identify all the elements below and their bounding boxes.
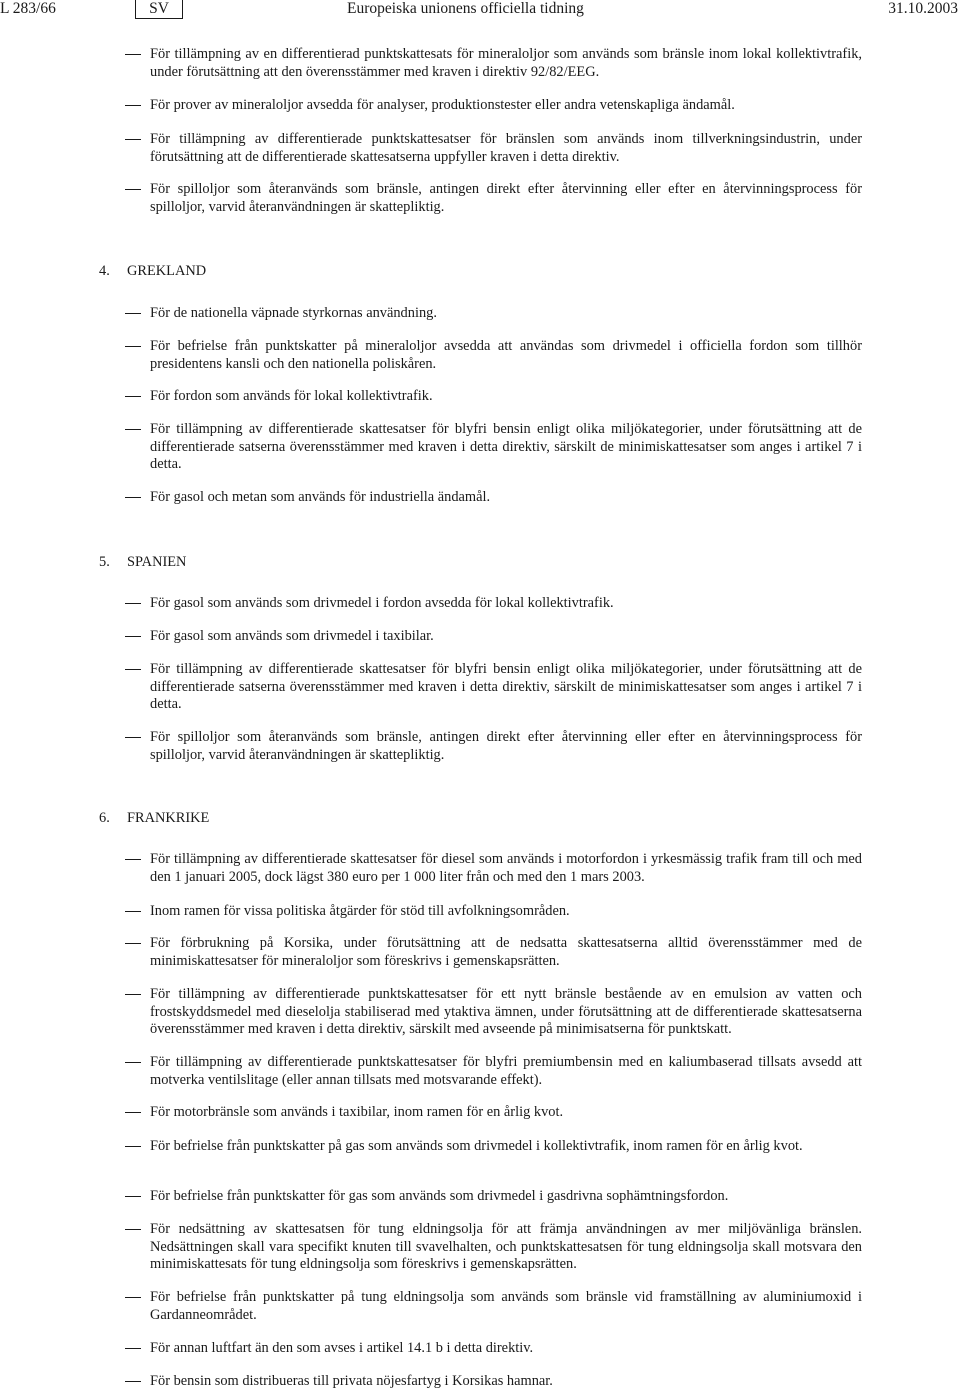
list-item: För motorbränsle som används i taxibilar, inom ramen för en årlig kvot. — [150, 1104, 862, 1122]
dash-marker — [125, 346, 141, 347]
dash-marker — [125, 189, 141, 190]
dash-marker — [125, 636, 141, 637]
section-heading-frankrike: 6. FRANKRIKE — [99, 810, 210, 826]
dash-marker — [125, 943, 141, 944]
list-item: För befrielse från punktskatter på mineraloljor avsedda att användas som drivmedel i officiella fordon som tillhör presidentens kansli och den nationella poliskåren. — [150, 338, 862, 373]
dash-marker — [125, 859, 141, 860]
list-item: För tillämpning av differentierade punktskattesatser för ett nytt bränsle bestående av en emulsion av vatten och frostskyddsmedel med dieselolja stabiliserad med ytaktiva ämnen, under förutsättning att de differentierade skattesatserna överensstämmer med kraven i detta direktiv, särskilt med avseende på minimisatserna för punktskatt. — [150, 986, 862, 1039]
list-item: För tillämpning av en differentierad punktskattesats för mineraloljor som används som bränsle inom lokal kollektivtrafik, under förutsättning att den överensstämmer med kraven i direktiv 92/82/EEG. — [150, 46, 862, 81]
list-item: För befrielse från punktskatter på tung eldningsolja som används som bränsle vid framställning av aluminiumoxid i Gardanneområdet. — [150, 1289, 862, 1324]
dash-marker — [125, 911, 141, 912]
list-item: För annan luftfart än den som avses i artikel 14.1 b i detta direktiv. — [150, 1340, 862, 1358]
dash-marker — [125, 669, 141, 670]
dash-marker — [125, 737, 141, 738]
dash-marker — [125, 54, 141, 55]
list-item: För tillämpning av differentierade punktskattesatser för bränslen som används inom tillverkningsindustrin, under förutsättning att de differentierade skattesatserna uppfyller kraven i detta direktiv. — [150, 131, 862, 166]
list-item: För tillämpning av differentierade skattesatser för blyfri bensin enligt olika miljökategorier, under förutsättning att de differentierade satserna överensstämmer med kraven i detta direktiv, särskilt de minimiskattesatser som anges i artikel 7 i detta. — [150, 661, 862, 714]
dash-marker — [125, 1146, 141, 1147]
list-item: För nedsättning av skattesatsen för tung eldningsolja för att främja användningen av mer miljövänliga bränslen. Nedsättningen skall vara specifikt knuten till svavelhalten, och punktskattesatsen för tung eldningsolja skall motsvara den minimiskattesats för tung eldningsolja som föreskrivs i gemenskapsrätten. — [150, 1221, 862, 1274]
list-item: För gasol som används som drivmedel i fordon avsedda för lokal kollektivtrafik. — [150, 595, 862, 613]
dash-marker — [125, 1196, 141, 1197]
list-item: För gasol som används som drivmedel i taxibilar. — [150, 628, 862, 646]
dash-marker — [125, 1229, 141, 1230]
dash-marker — [125, 603, 141, 604]
list-item: För gasol och metan som används för industriella ändamål. — [150, 489, 862, 507]
dash-marker — [125, 396, 141, 397]
language-code-box: SV — [135, 0, 183, 19]
dash-marker — [125, 139, 141, 140]
list-item: För bensin som distribueras till privata nöjesfartyg i Korsikas hamnar. — [150, 1373, 862, 1391]
list-item: För befrielse från punktskatter på gas som används som drivmedel i kollektivtrafik, inom ramen för en årlig kvot. — [150, 1138, 862, 1156]
list-item: För de nationella väpnade styrkornas användning. — [150, 305, 862, 323]
publication-date: 31.10.2003 — [888, 0, 958, 17]
dash-marker — [125, 105, 141, 106]
dash-marker — [125, 1381, 141, 1382]
dash-marker — [125, 1112, 141, 1113]
list-item: Inom ramen för vissa politiska åtgärder för stöd till avfolkningsområden. — [150, 903, 862, 921]
list-item: För förbrukning på Korsika, under förutsättning att de nedsatta skattesatserna alltid överensstämmer med de minimiskattesatser för mineraloljor som föreskrivs i gemenskapsrätten. — [150, 935, 862, 970]
list-item: För befrielse från punktskatter för gas som används som drivmedel i gasdrivna sophämtningsfordon. — [150, 1188, 862, 1206]
list-item: För prover av mineraloljor avsedda för analyser, produktionstester eller andra vetenskapliga ändamål. — [150, 97, 862, 115]
section-heading-grekland: 4. GREKLAND — [99, 263, 207, 279]
journal-title: Europeiska unionens officiella tidning — [347, 0, 584, 17]
page-header — [0, 0, 960, 20]
list-item: För spilloljor som återanvänds som bränsle, antingen direkt efter återvinning eller efter en återvinningsprocess för spilloljor, varvid återanvändningen är skattepliktig. — [150, 729, 862, 764]
section-heading-spanien: 5. SPANIEN — [99, 554, 187, 570]
dash-marker — [125, 1297, 141, 1298]
dash-marker — [125, 497, 141, 498]
list-item: För tillämpning av differentierade skattesatser för diesel som används i motorfordon i yrkesmässig trafik fram till och med den 1 januari 2005, dock lägst 380 euro per 1 000 liter från och med den 1 mars 2003. — [150, 851, 862, 886]
dash-marker — [125, 994, 141, 995]
page-reference: L 283/66 — [0, 0, 56, 17]
dash-marker — [125, 1062, 141, 1063]
list-item: För spilloljor som återanvänds som bränsle, antingen direkt efter återvinning eller efter en återvinningsprocess för spilloljor, varvid återanvändningen är skattepliktig. — [150, 181, 862, 216]
list-item: För tillämpning av differentierade skattesatser för blyfri bensin enligt olika miljökategorier, under förutsättning att de differentierade satserna överensstämmer med kraven i detta direktiv, särskilt de minimiskattesatser som anges i artikel 7 i detta. — [150, 421, 862, 474]
list-item: För tillämpning av differentierade punktskattesatser för blyfri premiumbensin med en kaliumbaserad tillsats avsedd att motverka ventilslitage (eller annan tillsats med motsvarande effekt). — [150, 1054, 862, 1089]
dash-marker — [125, 1348, 141, 1349]
list-item: För fordon som används för lokal kollektivtrafik. — [150, 388, 862, 406]
dash-marker — [125, 313, 141, 314]
dash-marker — [125, 429, 141, 430]
